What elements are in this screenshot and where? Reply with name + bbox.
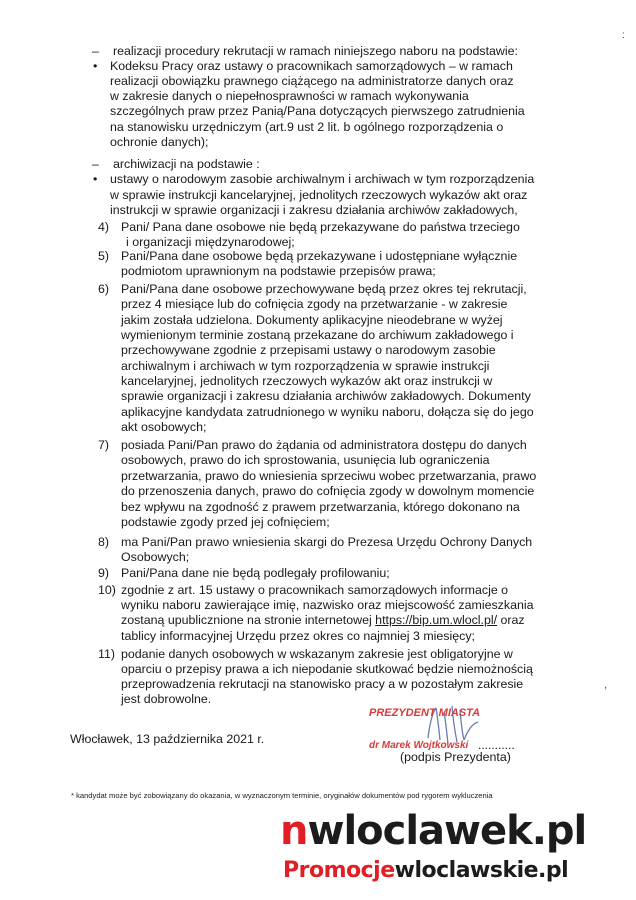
text-line: przeprowadzenia rekrutacji na stanowisko pracy a w pozostałym zakresie — [121, 677, 524, 691]
text-line: i organizacji międzynarodowej; — [126, 235, 295, 249]
watermark-part: wloclawskie.pl — [394, 858, 569, 883]
scan-edge-mark: : — [622, 30, 625, 41]
text-line: archiwalnym i archiwach w tym rozporządzenia w sprawie instrukcji — [121, 359, 490, 373]
bullet-marker: • — [93, 59, 98, 73]
text-line: przez 4 miesiące lub do cofnięcia zgody na przetwarzanie - w zakresie — [121, 297, 508, 311]
text-line: szczególnych praw przez Panią/Pana dotyczących pierwszego zatrudnienia — [110, 104, 525, 118]
dash-marker: – — [92, 157, 99, 171]
text-line: ustawy o narodowym zasobie archiwalnym i archiwach w tym rozporządzenia — [110, 172, 535, 186]
watermark-part: n — [280, 808, 308, 854]
text-line: podmiotom uprawnionym na podstawie przepisów prawa; — [121, 264, 436, 278]
text-line: w sprawie instrukcji kancelaryjnej, jednolitych rzeczowych wykazów akt oraz — [110, 188, 528, 202]
text-line: archiwizacji na podstawie : — [113, 157, 260, 171]
text-line — [121, 613, 525, 628]
text-line: przetwarzania, prawo do wniesienia sprzeciwu wobec przetwarzania, prawo — [121, 469, 537, 483]
text-line: instrukcji w sprawie organizacji i zakresu działania archiwów zakładowych, — [110, 203, 518, 217]
text-line: wyniku naboru zawierające imię, nazwisko oraz miejscowość zamieszkania — [121, 598, 534, 612]
text-line: posiada Pani/Pan prawo do żądania od administratora dostępu do danych — [121, 438, 527, 452]
signature-caption: (podpis Prezydenta) — [400, 750, 511, 764]
text-line: Pani/Pana dane osobowe przechowywane będą przez okres tej rekrutacji, — [121, 282, 527, 296]
text-line: jest dobrowolne. — [121, 692, 212, 706]
text-line: tablicy informacyjnej Urzędu przez okres co najmniej 3 miesięcy; — [121, 629, 475, 643]
watermark-promocje — [283, 858, 568, 883]
text-line: ma Pani/Pan prawo wniesienia skargi do Prezesa Urzędu Ochrony Danych — [121, 535, 533, 549]
dash-marker: – — [92, 44, 99, 58]
text-line: Kodeksu Pracy oraz ustawy o pracownikach samorządowych – w ramach — [110, 59, 513, 73]
text-segment: zostaną upublicznione na stronie internetowej — [121, 613, 376, 627]
text-line: na stanowisku urzędniczym (art.9 ust 2 lit. b ogólnego rozporządzenia o — [110, 120, 504, 134]
text-line: Pani/Pana dane nie będą podlegały profilowaniu; — [121, 566, 390, 580]
item-number-10: 10) — [98, 583, 116, 597]
item-number-4: 4) — [98, 220, 110, 234]
text-line: zgodnie z art. 15 ustawy o pracownikach samorządowych informacje o — [121, 583, 509, 597]
text-line: jakim została udzielona. Dokumenty aplikacyjne nieodebrane w wyżej — [121, 313, 503, 327]
item-number-5: 5) — [98, 249, 110, 263]
watermark-part: Promocje — [283, 858, 395, 883]
text-line: Pani/Pana dane osobowe będą przekazywane i udostępniane wyłącznie — [121, 249, 518, 263]
text-line: do przenoszenia danych, prawo do cofnięcia zgody w dowolnym momencie — [121, 484, 535, 498]
signature-dots: ........... — [478, 738, 515, 752]
scan-edge-mark: , — [604, 677, 608, 691]
text-line: akt osobowych; — [121, 420, 207, 434]
place-date: Włocławek, 13 października 2021 r. — [70, 732, 265, 746]
text-line: podanie danych osobowych w wskazanym zakresie jest obligatoryjne w — [121, 647, 513, 661]
text-line: bez wpływu na zgodność z prawem przetwarzania, którego dokonano na — [121, 500, 520, 514]
text-line: Pani/ Pana dane osobowe nie będą przekazywane do państwa trzeciego — [121, 220, 520, 234]
item-number-11: 11) — [98, 647, 115, 661]
text-segment: oraz — [497, 613, 525, 627]
text-line: realizacji procedury rekrutacji w ramach niniejszego naboru na podstawie: — [113, 44, 518, 58]
item-number-7: 7) — [98, 438, 110, 452]
text-line: wymienionym terminie zostaną przekazane do archiwum zakładowego i — [121, 328, 514, 342]
text-line: oparciu o przepisy prawa a ich niepodanie skutkować będzie niemożnością — [121, 662, 533, 676]
text-line: Osobowych; — [121, 550, 190, 564]
stamp-title: PREZYDENT MIASTA — [369, 707, 481, 719]
text-line: w zakresie danych o niepełnosprawności w ramach wykonywania — [110, 89, 469, 103]
item-number-9: 9) — [98, 566, 110, 580]
text-line: kancelaryjnej, jednolitych rzeczowych wykazów akt oraz instrukcji w — [121, 374, 493, 388]
footnote: * kandydat może być zobowiązany do okazania, w wyznaczonym terminie, oryginałów dokumentów pod rygorem wykluczenia — [71, 791, 493, 800]
text-line: podstawie zgody przed jej cofnięciem; — [121, 515, 330, 529]
watermark-part: wloclawek.pl — [307, 808, 587, 854]
text-line: ochronie danych); — [110, 135, 209, 149]
text-line: osobowych, prawo do ich sprostowania, usunięcia lub ograniczenia — [121, 453, 490, 467]
bullet-marker: • — [93, 172, 98, 186]
text-line: sprawie organizacji i zakresu działania archiwów zakładowych. Dokumenty — [121, 389, 531, 403]
item-number-6: 6) — [98, 282, 110, 296]
watermark-nwloclawek — [280, 808, 586, 854]
text-line: przechowywane zgodnie z przepisami ustawy o narodowym zasobie — [121, 343, 496, 357]
item-number-8: 8) — [98, 535, 110, 549]
stamp-name: dr Marek Wojtkowski — [369, 740, 469, 751]
text-line: realizacji obowiązku prawnego ciążącego na administratorze danych oraz — [110, 74, 514, 88]
text-line: aplikacyjne kandydata zatrudnionego w wyniku naboru, dołącza się do jego — [121, 405, 534, 419]
bip-link[interactable]: https://bip.um.wlocl.pl/ — [375, 613, 498, 627]
